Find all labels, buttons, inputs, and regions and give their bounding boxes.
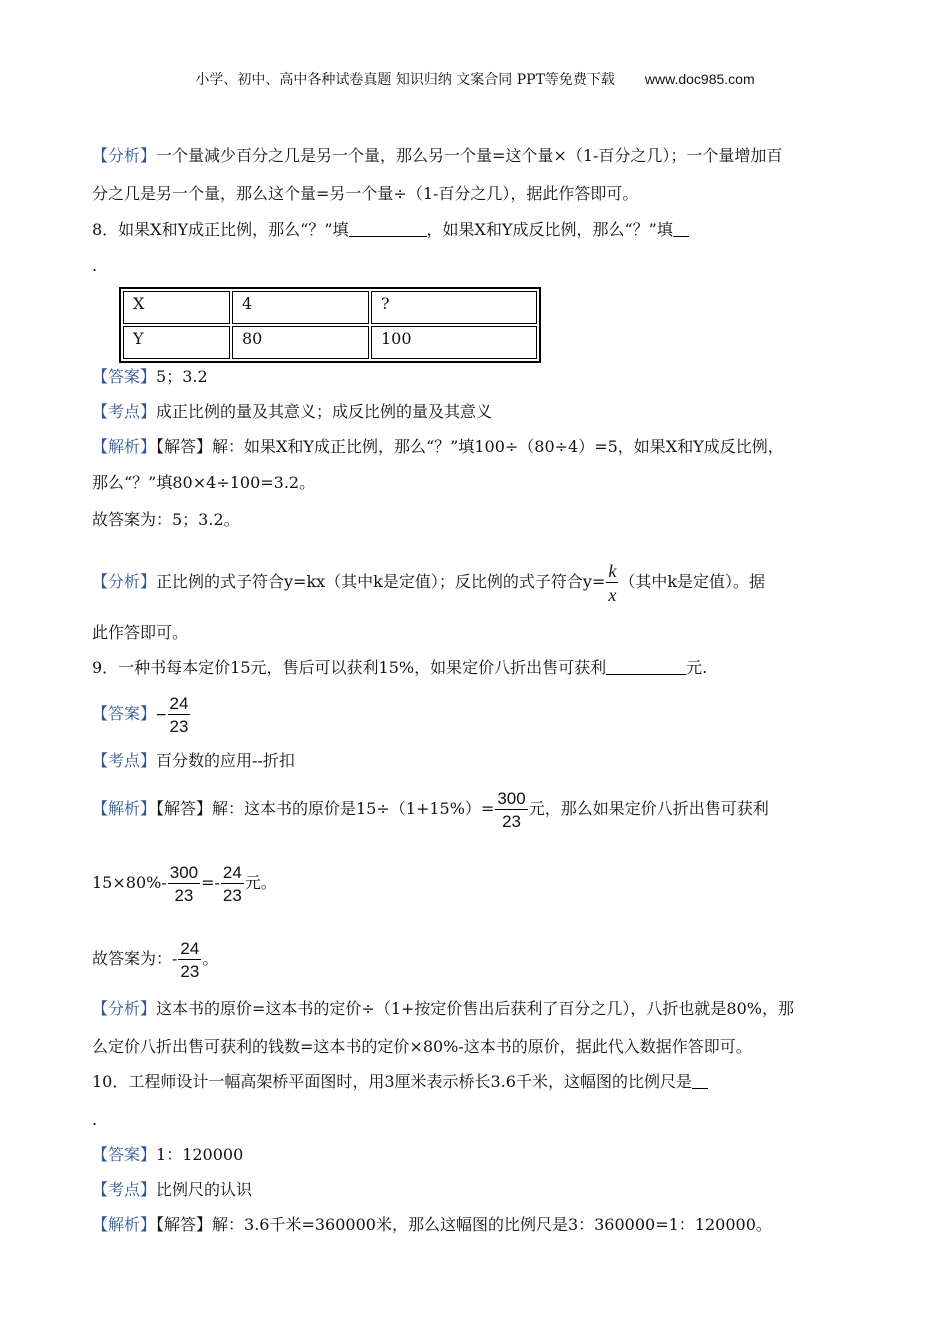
q9-answer: 【答案】− $\frac{24}{23}$ <box>92 693 189 736</box>
q10-kaodian: 【考点】比例尺的认识 <box>92 1180 253 1199</box>
answer-blank[interactable] <box>349 220 427 237</box>
fenxi-label: 【分析】 <box>92 999 157 1018</box>
header-text: 小学、初中、高中各种试卷真题 知识归纳 文案合同 PPT等免费下载 <box>195 72 615 88</box>
fraction: $\frac{300}{23}$ <box>497 788 526 831</box>
q8-fenxi-line2: 此作答即可。 <box>92 623 189 642</box>
q9-fenxi-line1: 【分析】这本书的原价=这本书的定价÷（1+按定价售出后获利了百分之几），八折也就是80%，那 <box>92 999 794 1018</box>
answer-blank[interactable] <box>673 220 689 237</box>
kaodian-label: 【考点】 <box>92 1180 157 1199</box>
q9-calculation: 15×80%- $\frac{300}{23}$ =- $\frac{24}{23}$ 元。 <box>92 862 277 905</box>
daan-label: 【答案】 <box>92 367 157 386</box>
daan-label: 【答案】 <box>92 1145 157 1164</box>
q8-kaodian: 【考点】成正比例的量及其意义；成反比例的量及其意义 <box>92 402 493 421</box>
q7-fenxi-line1: 【分析】一个量减少百分之几是另一个量，那么另一个量=这个量×（1-百分之几）；一个量增加百 <box>92 146 783 165</box>
answer-blank[interactable] <box>692 1072 708 1089</box>
q8-answer: 【答案】5；3.2 <box>92 367 208 386</box>
q8-jiexi-line1: 【解析】【解答】解：如果X和Y成正比例，那么“？”填100÷（80÷4）=5，如果X和Y成反比例， <box>92 437 784 456</box>
table-row <box>123 291 537 324</box>
q8-question-end: . <box>92 256 98 275</box>
table-cell: 100 <box>371 326 537 359</box>
q9-conclusion: 故答案为：- $\frac{24}{23}$ 。 <box>92 938 219 981</box>
answer-blank[interactable] <box>606 658 686 675</box>
kaodian-label: 【考点】 <box>92 402 157 421</box>
page-header <box>0 69 950 89</box>
q10-question-end: . <box>92 1110 98 1129</box>
jiexi-label: 【解析】 <box>92 437 157 456</box>
fraction: $\frac{24}{23}$ <box>169 693 189 736</box>
fraction: $\frac{24}{23}$ <box>180 938 200 981</box>
q8-conclusion: 故答案为：5；3.2。 <box>92 510 240 529</box>
table-row <box>123 326 537 359</box>
daan-label: 【答案】 <box>92 704 157 723</box>
fraction-k-over-x: $\frac{k}{x}$ <box>608 560 617 605</box>
q10-answer: 【答案】1：120000 <box>92 1145 244 1164</box>
q8-table <box>119 287 541 363</box>
table-cell: ? <box>371 291 537 324</box>
fraction: $\frac{24}{23}$ <box>222 862 242 905</box>
kaodian-label: 【考点】 <box>92 751 157 770</box>
table-cell: Y <box>123 326 230 359</box>
table-cell: 4 <box>232 291 369 324</box>
q8-jiexi-line2: 那么“？”填80×4÷100=3.2。 <box>92 473 316 492</box>
jiexi-label: 【解析】 <box>92 1215 157 1234</box>
q8-fenxi-line1: 【分析】正比例的式子符合y=kx（其中k是定值）；反比例的式子符合y= $\frac{k}{x}$ （其中k是定值）。据 <box>92 560 766 605</box>
q9-jiexi-line1: 【解析】【解答】解：这本书的原价是15÷（1+15%）= $\frac{300}{23}$ 元，那么如果定价八折出售可获利 <box>92 788 769 831</box>
fraction: $\frac{300}{23}$ <box>169 862 199 905</box>
header-url[interactable]: www.doc985.com <box>644 71 755 87</box>
q9-fenxi-line2: 么定价八折出售可获利的钱数=这本书的定价×80%-这本书的原价，据此代入数据作答即可。 <box>92 1037 752 1056</box>
fenxi-label: 【分析】 <box>92 146 157 165</box>
q10-jiexi: 【解析】【解答】解：3.6千米=360000米，那么这幅图的比例尺是3：360000=1：120000。 <box>92 1215 772 1234</box>
q9-question: 9．一种书每本定价15元，售后可以获利15%，如果定价八折出售可获利 元. <box>92 658 708 677</box>
q9-kaodian: 【考点】百分数的应用--折扣 <box>92 751 295 770</box>
table-cell: 80 <box>232 326 369 359</box>
table-cell: X <box>123 291 230 324</box>
q8-question: 8．如果X和Y成正比例，那么“？”填 ，如果X和Y成反比例，那么“？”填 <box>92 220 689 240</box>
q7-fenxi-line2: 分之几是另一个量，那么这个量=另一个量÷（1-百分之几），据此作答即可。 <box>92 184 639 203</box>
jiexi-label: 【解析】 <box>92 799 157 818</box>
q10-question: 10．工程师设计一幅高架桥平面图时，用3厘米表示桥长3.6千米，这幅图的比例尺是 <box>92 1072 708 1092</box>
fenxi-label: 【分析】 <box>92 572 157 591</box>
